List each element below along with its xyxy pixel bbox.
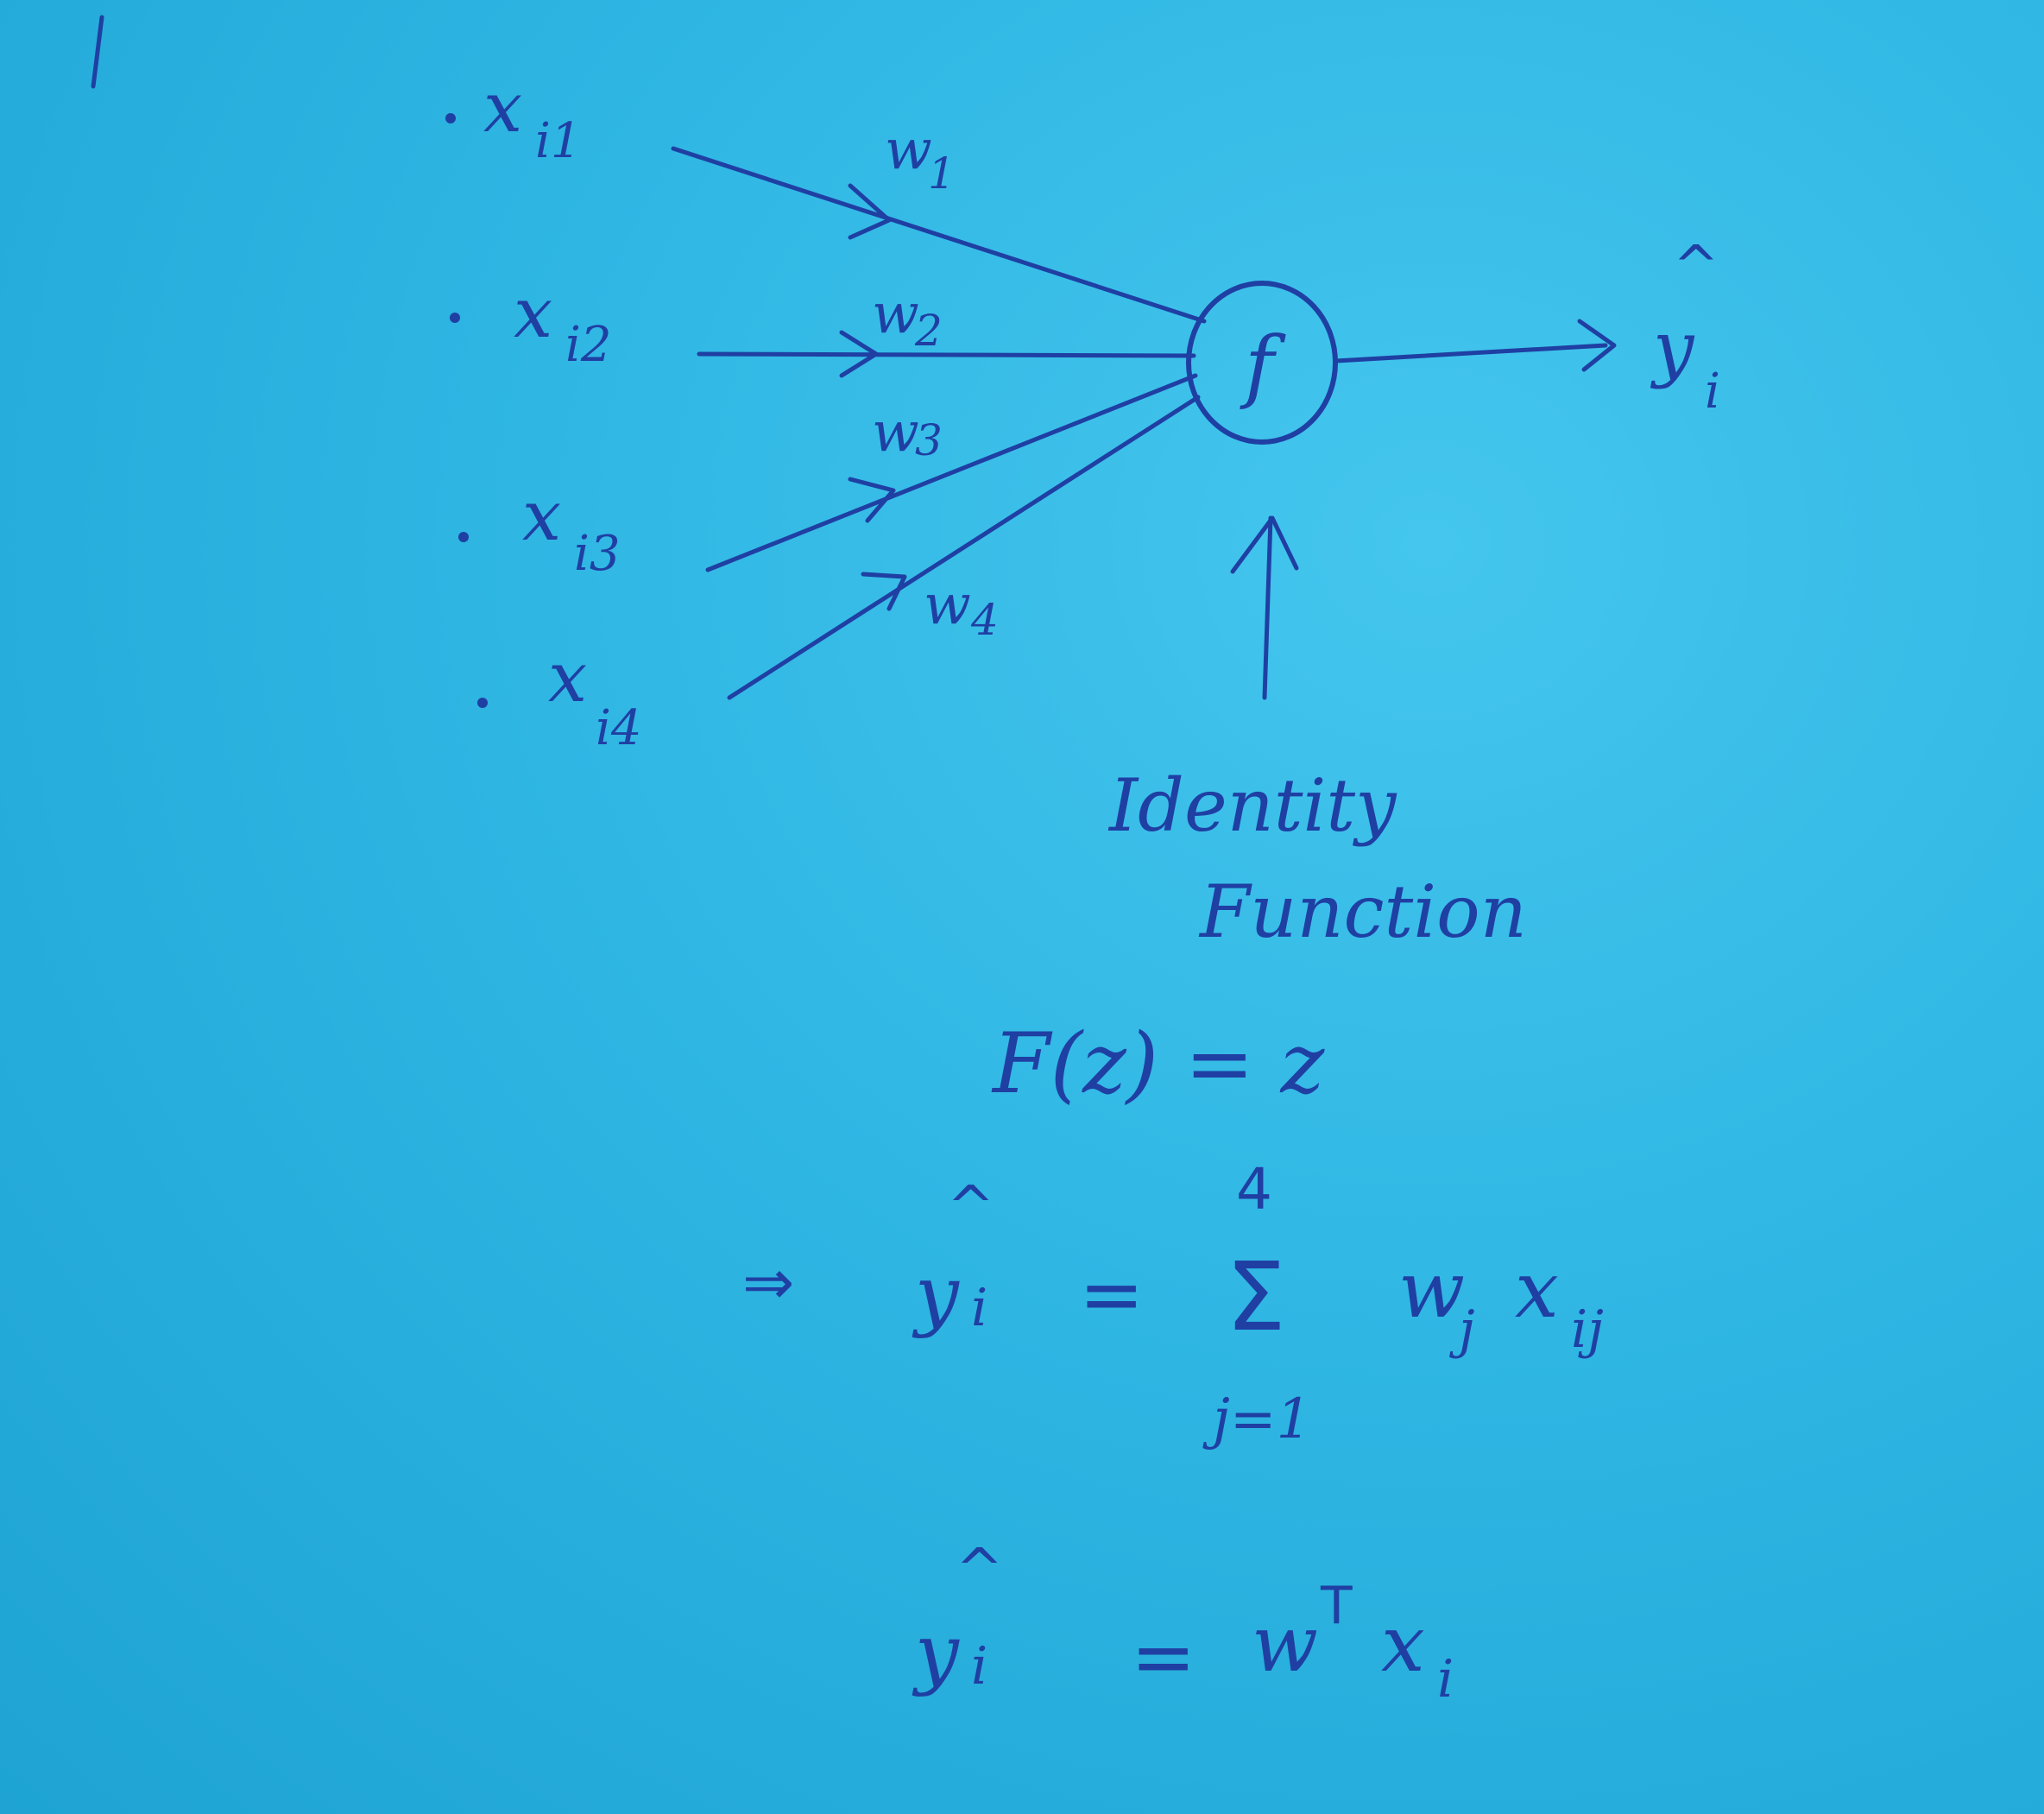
svg-text:x: x (483, 67, 523, 148)
input-bullet-1 (445, 113, 456, 123)
input-label-1 (483, 67, 582, 169)
svg-text:4: 4 (1236, 1156, 1272, 1223)
svg-text:Σ: Σ (1226, 1242, 1286, 1352)
svg-text:w: w (924, 573, 971, 637)
svg-text:y: y (1653, 306, 1694, 390)
edge-2 (699, 354, 1194, 356)
svg-text:1: 1 (928, 149, 956, 199)
input-label-2 (514, 273, 612, 373)
svg-text:i3: i3 (574, 526, 621, 582)
edge-4 (729, 397, 1198, 698)
edge-4-arrowhead (863, 574, 905, 609)
svg-text:ij: ij (1571, 1299, 1604, 1360)
svg-text:=: = (1131, 1612, 1196, 1703)
corner-stroke (93, 17, 102, 86)
svg-text:i1: i1 (535, 113, 582, 169)
input-label-3 (522, 476, 621, 582)
svg-text:j=1: j=1 (1213, 1387, 1312, 1451)
svg-text:i: i (971, 1636, 988, 1697)
svg-text:⇒: ⇒ (742, 1246, 795, 1318)
input-bullet-2 (450, 313, 460, 323)
svg-text:^: ^ (947, 1173, 995, 1240)
svg-text:x: x (522, 476, 562, 556)
svg-text:w: w (1252, 1599, 1319, 1690)
svg-text:y: y (915, 1608, 959, 1698)
sum-equation (742, 1156, 1604, 1451)
svg-text:w: w (1398, 1245, 1466, 1336)
identity-equation: F(z) = z (993, 1015, 1325, 1112)
svg-text:i2: i2 (565, 317, 612, 373)
output-edge (1336, 345, 1606, 361)
svg-text:4: 4 (971, 595, 999, 645)
output-label (1650, 235, 1720, 420)
vector-equation (912, 1536, 1454, 1710)
svg-text:x: x (514, 273, 553, 353)
edge-3-arrowhead (850, 479, 893, 521)
svg-text:^: ^ (1673, 235, 1719, 299)
svg-text:i: i (971, 1278, 988, 1338)
svg-text:w: w (872, 282, 919, 346)
svg-text:3: 3 (915, 415, 943, 465)
svg-text:x: x (1381, 1599, 1425, 1690)
svg-text:i4: i4 (596, 700, 642, 756)
svg-text:^: ^ (956, 1536, 1004, 1602)
svg-text:w: w (872, 401, 919, 465)
input-bullet-4 (477, 698, 488, 708)
svg-text:i: i (1705, 363, 1720, 420)
edge-3 (708, 376, 1195, 570)
svg-text:x: x (1515, 1245, 1559, 1336)
activation-arrow-shaft (1265, 518, 1271, 698)
activation-arrow-head (1233, 518, 1296, 572)
svg-text:w: w (885, 118, 932, 182)
svg-text:j: j (1459, 1299, 1475, 1360)
svg-text:T: T (1321, 1576, 1353, 1636)
svg-text:=: = (1079, 1249, 1145, 1340)
weight-label-2 (872, 282, 943, 356)
svg-text:i: i (1437, 1649, 1454, 1710)
input-label-4 (548, 637, 642, 756)
svg-text:x: x (548, 637, 588, 717)
input-bullet-3 (458, 532, 469, 542)
weight-label-4 (924, 573, 999, 645)
activation-line-2: Function (1200, 869, 1527, 954)
neuron-function-label: f (1245, 319, 1275, 412)
weight-label-1 (885, 118, 956, 199)
svg-text:2: 2 (915, 306, 943, 356)
weight-label-3 (872, 401, 943, 465)
activation-line-1: Identity (1109, 763, 1397, 848)
svg-text:y: y (915, 1249, 959, 1340)
